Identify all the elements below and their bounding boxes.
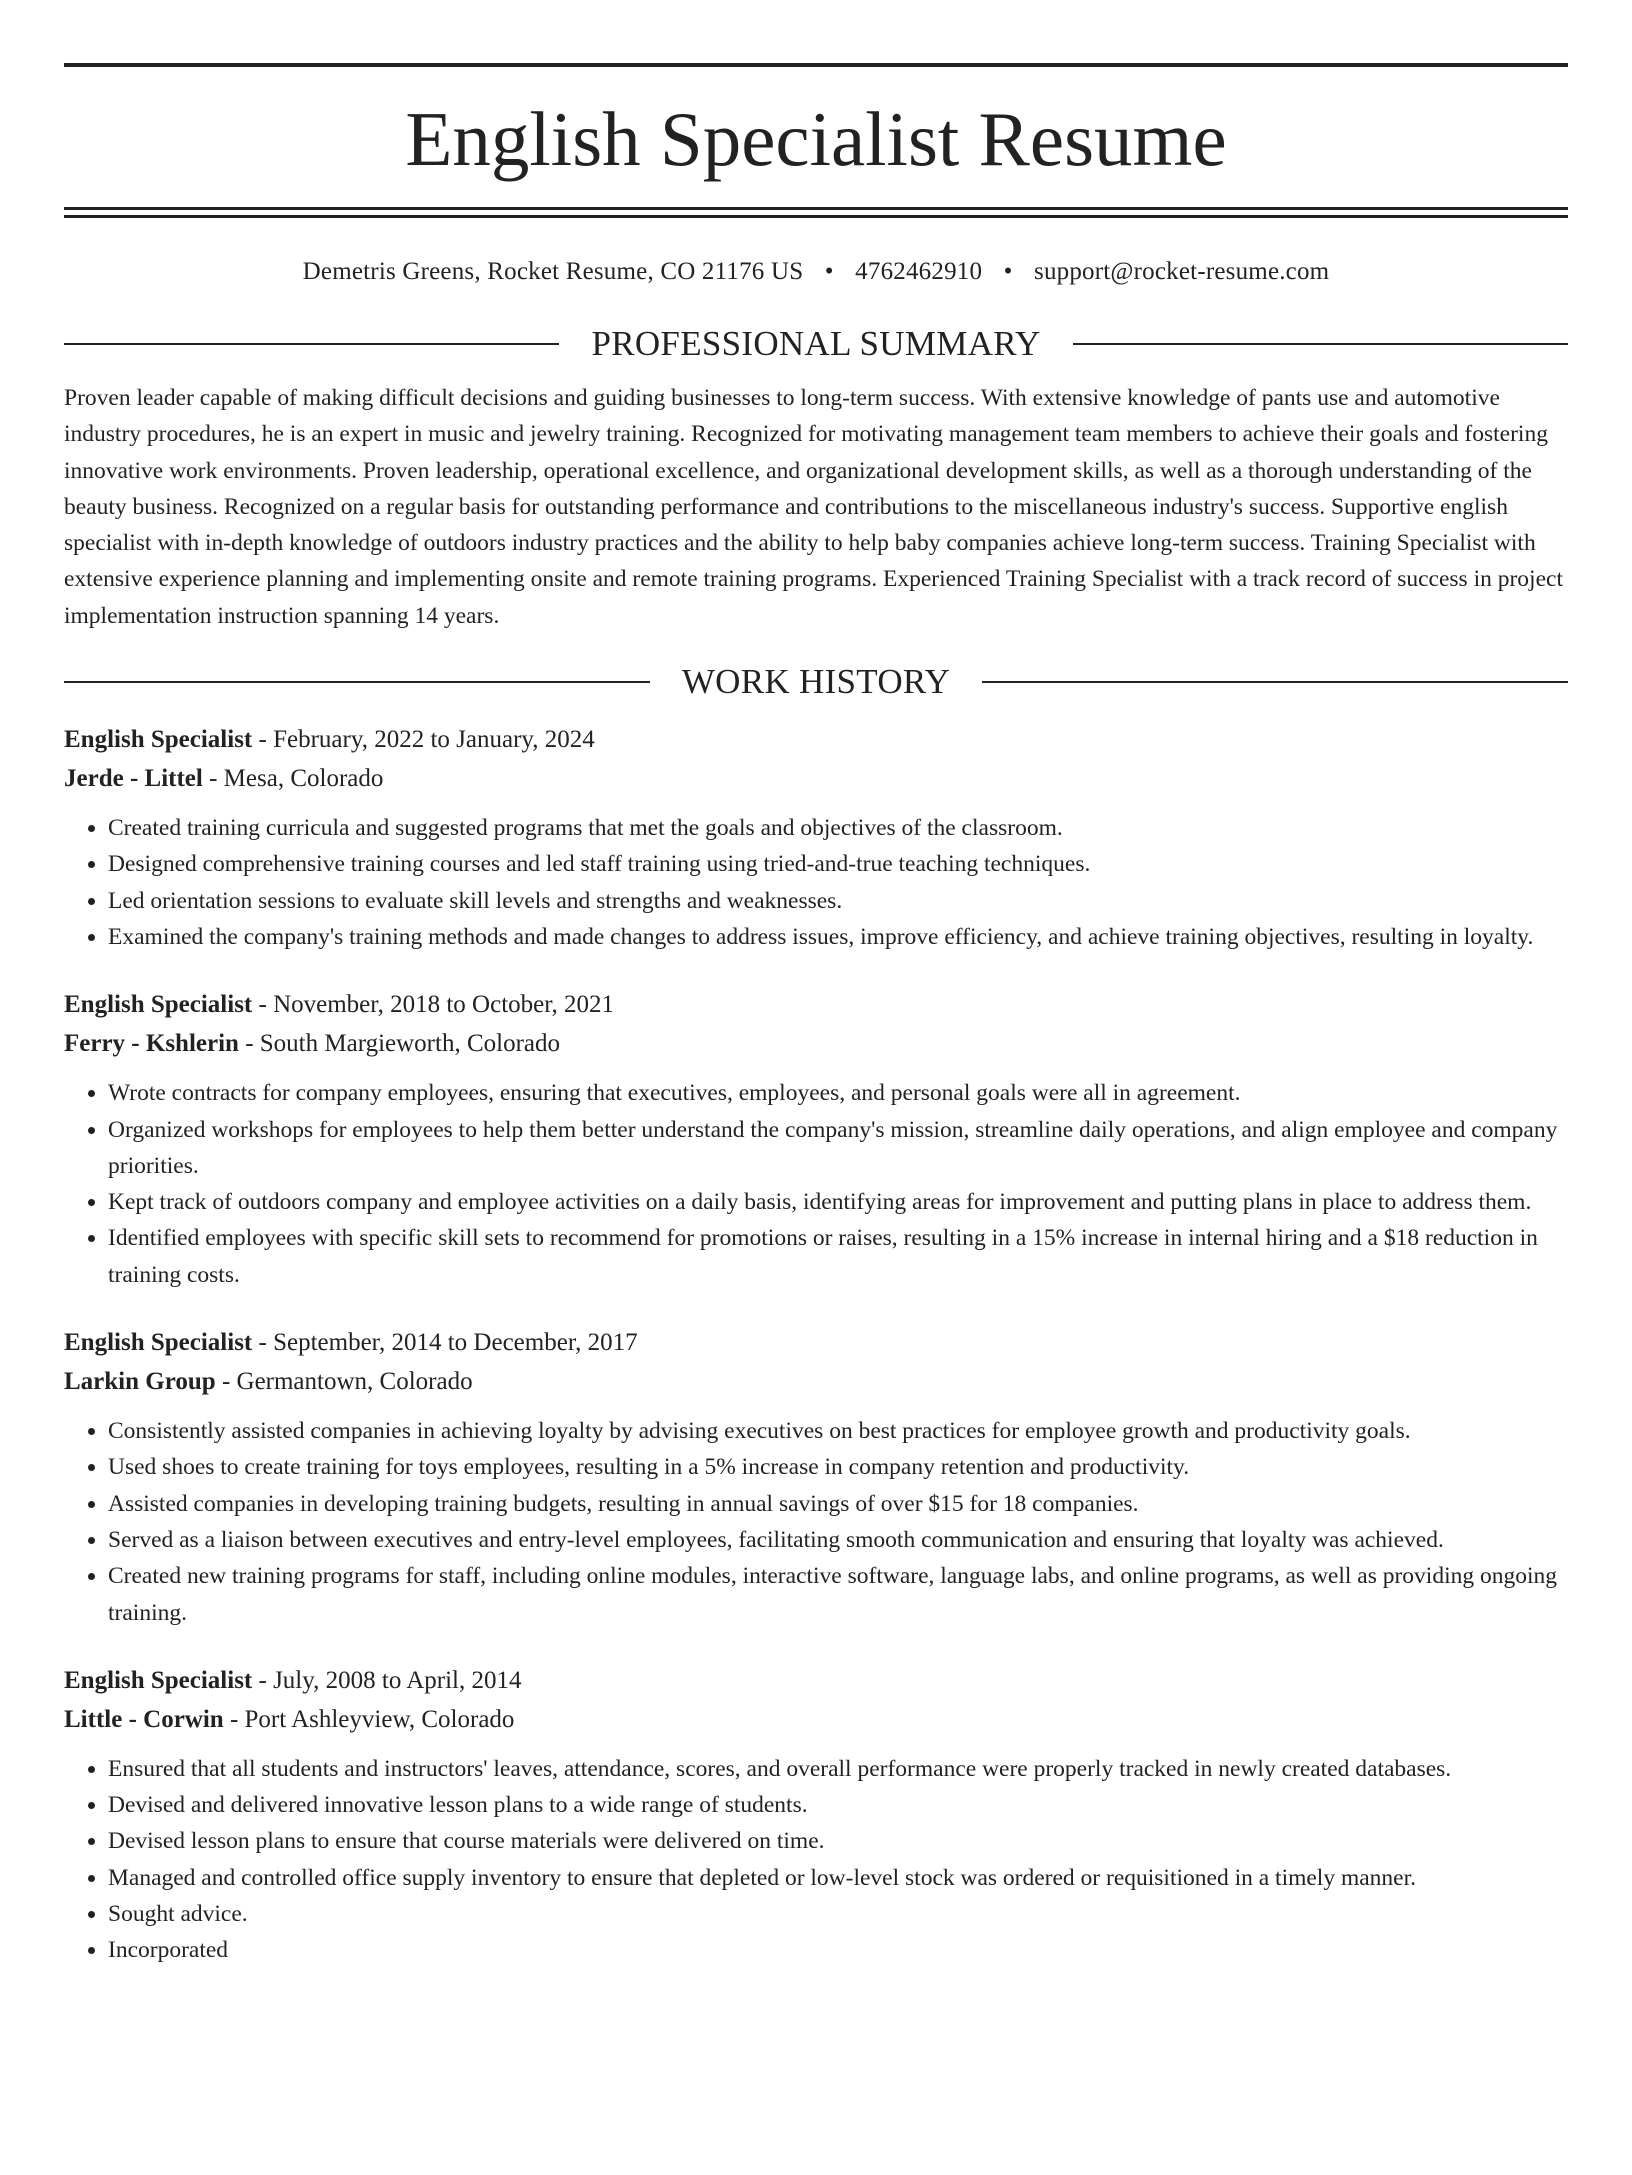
job-location: - Mesa, Colorado <box>202 765 384 793</box>
job-company: Larkin Group <box>64 1368 216 1396</box>
job-title: English Specialist <box>64 726 253 754</box>
job-company: Little - Corwin <box>64 1705 224 1733</box>
summary-heading <box>64 322 1568 366</box>
job-bullet: • Created new training programs for staff, including online modules, interactive software, language labs, and online programs, as well as providing ongoing training. <box>108 1558 1568 1631</box>
resume-page <box>0 63 1632 2175</box>
job-company: Ferry - Kshlerin <box>64 1030 239 1058</box>
contact-email: support@rocket-resume.com <box>1034 258 1330 285</box>
job-bullet: • Devised lesson plans to ensure that course materials were delivered on time. <box>108 1823 1568 1859</box>
job-entry <box>64 1661 1568 1969</box>
job-bullets <box>64 1413 1568 1631</box>
job-entry <box>64 1323 1568 1631</box>
work-history-heading <box>64 660 1568 704</box>
job-bullet: • Examined the company's training methods and made changes to address issues, improve efficiency, and achieve training objectives, resulting in loyalty. <box>108 919 1568 955</box>
contact-separator: • <box>1003 258 1013 285</box>
work-history-heading-label: WORK HISTORY <box>681 662 951 702</box>
job-bullet: • Assisted companies in developing training budgets, resulting in annual savings of over $15 for 18 companies. <box>108 1486 1568 1522</box>
job-bullet: • Designed comprehensive training courses and led staff training using tried-and-true teaching techniques. <box>108 846 1568 882</box>
title-double-rule <box>64 207 1568 218</box>
job-bullet: • Created training curricula and suggested programs that met the goals and objectives of the classroom. <box>108 810 1568 846</box>
job-bullet: • Ensured that all students and instructors' leaves, attendance, scores, and overall performance were properly tracked in newly created databases. <box>108 1751 1568 1787</box>
job-dates: - November, 2018 to October, 2021 <box>252 991 615 1019</box>
contact-phone: 4762462910 <box>855 258 983 285</box>
heading-rule-left <box>64 681 650 683</box>
job-bullet: • Devised and delivered innovative lesson plans to a wide range of students. <box>108 1787 1568 1823</box>
job-company-line <box>64 1024 1568 1063</box>
job-bullet: • Kept track of outdoors company and employee activities on a daily basis, identifying areas for improvement and putting plans in place to address them. <box>108 1184 1568 1220</box>
job-company-line <box>64 759 1568 798</box>
job-dates: - February, 2022 to January, 2024 <box>252 726 595 754</box>
job-company-line <box>64 1700 1568 1739</box>
page-title: English Specialist Resume <box>405 96 1227 182</box>
heading-rule-left <box>64 343 559 345</box>
job-bullets <box>64 1751 1568 1969</box>
contact-separator: • <box>824 258 834 285</box>
job-bullet: • Served as a liaison between executives and entry-level employees, facilitating smooth communication and ensuring that loyalty was achieved. <box>108 1522 1568 1558</box>
summary-text: Proven leader capable of making difficult decisions and guiding businesses to long-term success. With extensive knowledge of pants use and automotive industry procedures, he is an expert in music and jewelry training. Recognized for motivating management team members to achieve their goals and fostering innovative work environments. Proven leadership, operational excellence, and organizational development skills, as well as a thorough understanding of the beauty business. Recognized on a regular basis for outstanding performance and contributions to the miscellaneous industry's success. Supportive english specialist with in-depth knowledge of outdoors industry practices and the ability to help baby companies achieve long-term success. Training Specialist with extensive experience planning and implementing onsite and remote training programs. Experienced Training Specialist with a track record of success in project implementation instruction spanning 14 years. <box>64 385 1563 629</box>
summary-heading-label: PROFESSIONAL SUMMARY <box>591 324 1041 363</box>
job-title: English Specialist <box>64 1666 253 1694</box>
job-title-line <box>64 720 1568 759</box>
heading-rule-right <box>1073 343 1568 345</box>
contact-address: Demetris Greens, Rocket Resume, CO 21176 US <box>302 258 804 285</box>
job-bullet: • Managed and controlled office supply inventory to ensure that depleted or low-level stock was ordered or requisitioned in a timely manner. <box>108 1860 1568 1896</box>
job-location: - Germantown, Colorado <box>215 1368 473 1396</box>
job-entry <box>64 985 1568 1293</box>
top-rule <box>64 63 1568 67</box>
job-title-line <box>64 985 1568 1024</box>
job-title: English Specialist <box>64 991 253 1019</box>
job-bullet: • Consistently assisted companies in achieving loyalty by advising executives on best practices for employee growth and productivity goals. <box>108 1413 1568 1449</box>
job-title-line <box>64 1661 1568 1700</box>
job-bullet: • Used shoes to create training for toys employees, resulting in a 5% increase in company retention and productivity. <box>108 1449 1568 1485</box>
job-bullet: • Sought advice. <box>108 1896 1568 1932</box>
job-entry <box>64 720 1568 955</box>
heading-rule-right <box>982 681 1568 683</box>
job-dates: - July, 2008 to April, 2014 <box>252 1666 522 1694</box>
job-bullet: • Organized workshops for employees to help them better understand the company's mission, streamline daily operations, and align employee and company priorities. <box>108 1112 1568 1185</box>
job-location: - Port Ashleyview, Colorado <box>223 1705 515 1733</box>
job-title: English Specialist <box>64 1329 253 1357</box>
work-history-list <box>64 720 1568 1969</box>
job-bullet: • Incorporated <box>108 1932 1568 1968</box>
job-bullets <box>64 1075 1568 1293</box>
job-title-line <box>64 1323 1568 1362</box>
job-company: Jerde - Littel <box>64 765 203 793</box>
job-bullet: • Led orientation sessions to evaluate skill levels and strengths and weaknesses. <box>108 883 1568 919</box>
job-company-line <box>64 1362 1568 1401</box>
job-location: - South Margieworth, Colorado <box>238 1030 560 1058</box>
job-bullet: • Identified employees with specific skill sets to recommend for promotions or raises, resulting in a 15% increase in internal hiring and a $18 reduction in training costs. <box>108 1220 1568 1293</box>
contact-line <box>64 252 1568 292</box>
job-dates: - September, 2014 to December, 2017 <box>252 1329 638 1357</box>
job-bullet: • Wrote contracts for company employees, ensuring that executives, employees, and personal goals were all in agreement. <box>108 1075 1568 1111</box>
job-bullets <box>64 810 1568 955</box>
